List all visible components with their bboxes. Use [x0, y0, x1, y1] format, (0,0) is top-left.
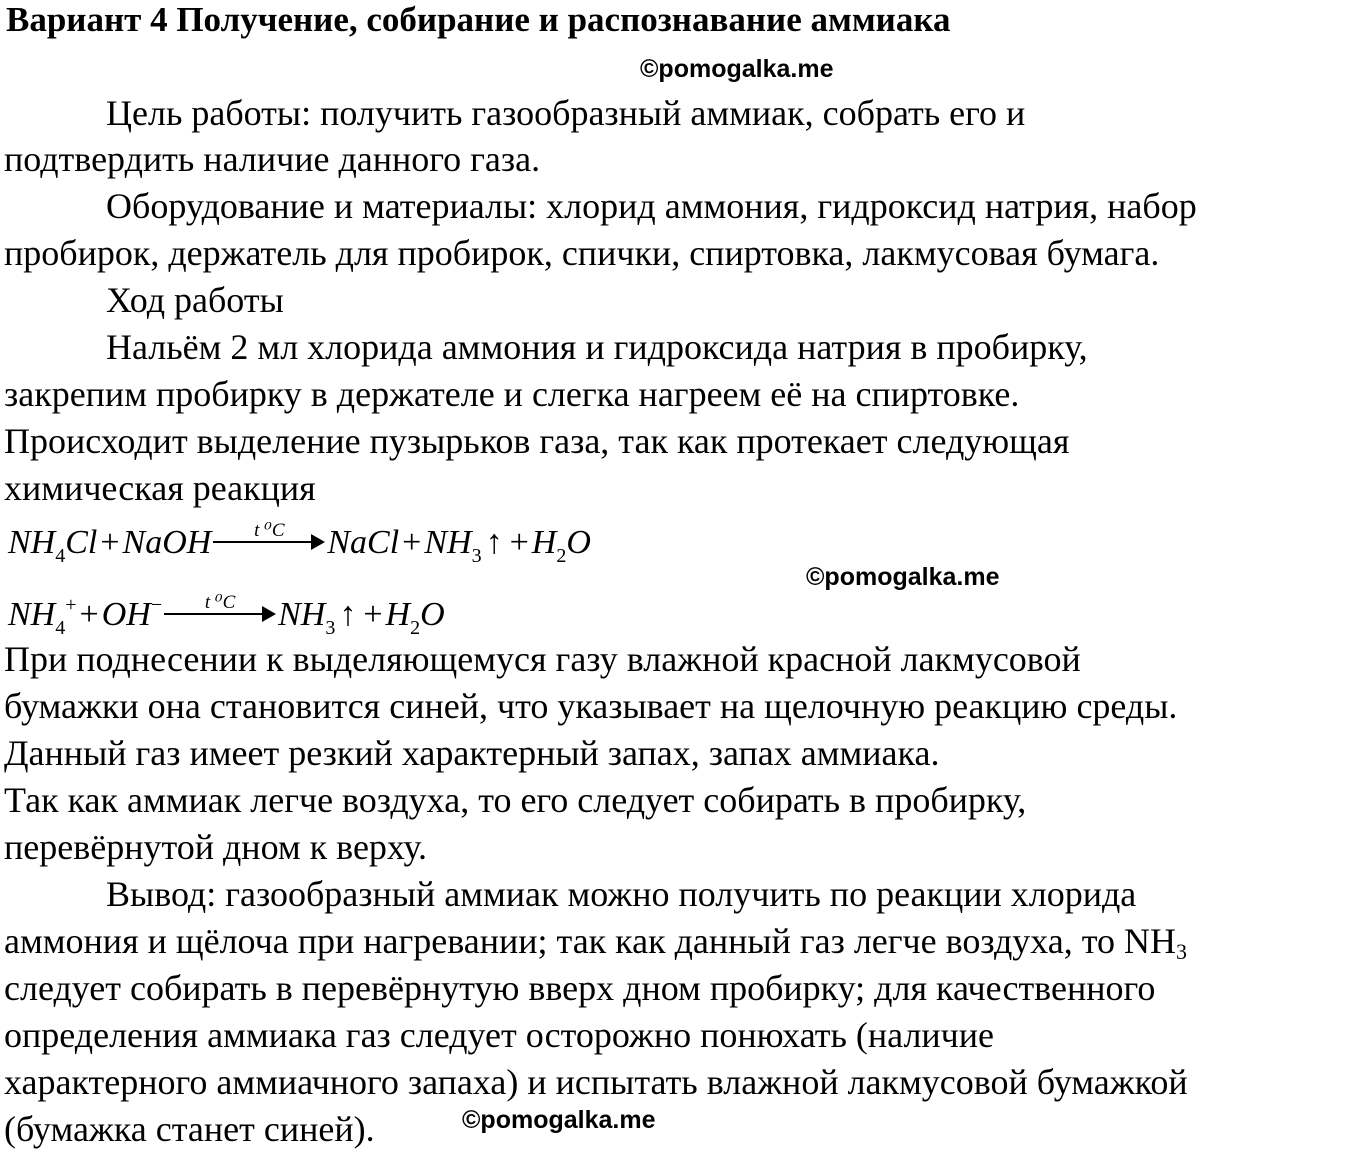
reactant-ammonium-chloride: $NH_4Cl$: [8, 524, 98, 567]
conclusion-line: определения аммиака газ следует осторожно понюхать (наличие: [4, 1015, 995, 1055]
reaction-arrow-icon: [164, 592, 276, 629]
procedure-line: Происходит выделение пузырьков газа, так как протекает следующая: [4, 421, 1070, 461]
conclusion-line: следует собирать в перевёрнутую вверх дном пробирку; для качественного: [4, 968, 1156, 1008]
purpose-line: подтвердить наличие данного газа.: [4, 139, 541, 179]
conclusion-line: (бумажка станет синей).: [4, 1109, 375, 1149]
product-ammonia: $NH_3$: [278, 596, 336, 639]
conclusion-line: Вывод: газообразный аммиак можно получить по реакции хлорида: [106, 874, 1137, 914]
equipment-line: пробирок, держатель для пробирок, спички, спиртовка, лакмусовая бумага.: [4, 233, 1160, 273]
procedure-heading: Ход работы: [106, 280, 284, 320]
document-title: Вариант 4 Получение, собирание и распознавание аммиака: [6, 0, 951, 39]
reactant-ammonium-ion: $NH_4^+$: [8, 594, 77, 639]
plus-sign: +: [509, 524, 529, 561]
heating-condition: t ⁰C: [254, 520, 285, 541]
watermark: ©pomogalka.me: [640, 55, 834, 83]
product-water: $H_2O$: [385, 596, 445, 639]
plus-sign: +: [402, 524, 422, 561]
observation-line: При поднесении к выделяющемуся газу влажной красной лакмусовой: [4, 639, 1081, 679]
watermark: ©pomogalka.me: [462, 1106, 656, 1134]
watermark: ©pomogalka.me: [806, 563, 1000, 591]
product-sodium-chloride: NaCl: [327, 524, 400, 561]
observation-line: перевёрнутой дном к верху.: [4, 827, 427, 867]
observation-line: Данный газ имеет резкий характерный запах, запах аммиака.: [4, 733, 940, 773]
procedure-line: Нальём 2 мл хлорида аммония и гидроксида натрия в пробирку,: [106, 327, 1088, 367]
plus-sign: +: [100, 524, 120, 561]
plus-sign: +: [363, 596, 383, 633]
procedure-line: химическая реакция: [4, 468, 316, 508]
product-ammonia: $NH_3$: [424, 524, 482, 567]
conclusion-line: характерного аммиачного запаха) и испытать влажной лакмусовой бумажкой: [4, 1062, 1188, 1102]
observation-line: Так как аммиак легче воздуха, то его следует собирать в пробирку,: [4, 780, 1027, 820]
product-water: $H_2O$: [531, 524, 591, 567]
equipment-line: Оборудование и материалы: хлорид аммония, гидроксид натрия, набор: [106, 186, 1197, 226]
heating-condition: t ⁰C: [204, 592, 236, 613]
conclusion-line: аммония и щёлоча при нагревании; так как данный газ легче воздуха, то NH3: [4, 921, 1188, 964]
plus-sign: +: [79, 596, 99, 633]
reactant-sodium-hydroxide: NaOH: [122, 524, 212, 561]
purpose-line: Цель работы: получить газообразный аммиак, собрать его и: [106, 93, 1026, 133]
reaction-arrow-icon: [213, 520, 325, 557]
molecular-equation: [8, 521, 591, 578]
observation-line: бумажки она становится синей, что указывает на щелочную реакцию среды.: [4, 686, 1178, 726]
reactant-hydroxide-ion: OH−: [101, 594, 163, 633]
procedure-line: закрепим пробирку в держателе и слегка нагреем её на спиртовке.: [4, 374, 1020, 414]
gas-evolution-icon: ↑: [485, 524, 503, 561]
gas-evolution-icon: ↑: [339, 596, 357, 633]
